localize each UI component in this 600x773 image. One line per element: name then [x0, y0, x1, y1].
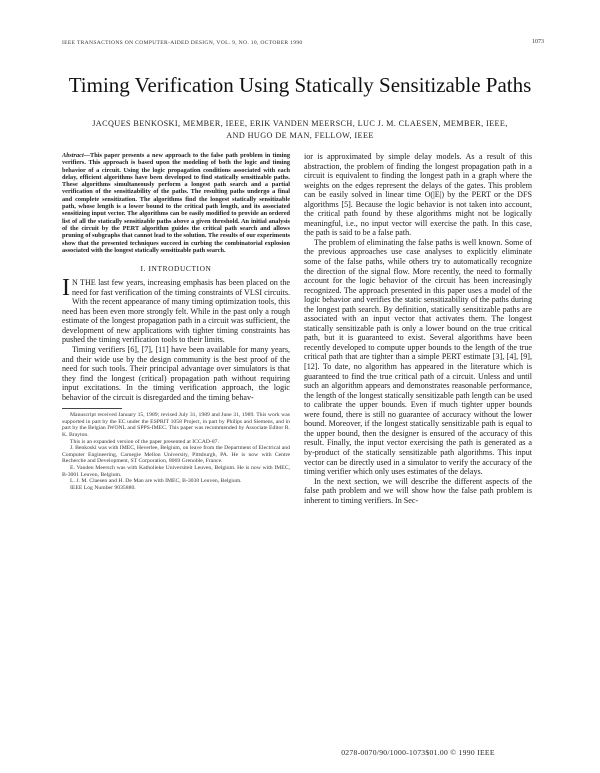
- right-paragraph-3: In the next section, we will describe the different aspects of the false path problem and we will show how the false path problem is inherent to timing verifiers. In Sec-: [304, 476, 532, 505]
- intro-paragraph-1-text: N THE last few years, increasing emphasis has been placed on the need for fast verification of the timing constraints of VLSI circuits. With the recent appearance of many timing optimization tools, this need has been even more strongly felt. While in the past only a rough estimate of the longest propagation path in a circuit was sufficient, the development of new applications with tighter timing constraints has pushed the timing verification tools to their limits.: [62, 278, 290, 345]
- paper-title: Timing Verification Using Statically Sensitizable Paths: [68, 73, 532, 98]
- abstract: [62, 152, 290, 254]
- left-column: [62, 152, 290, 491]
- page-number: 1073: [532, 39, 544, 45]
- intro-paragraph-1: [62, 275, 290, 345]
- footnote-rule: [62, 408, 122, 409]
- abstract-text: —This paper presents a new approach to the false path problem in timing verifiers. This approach is based upon the modeling of both the logic and timing behavior of a circuit. Using the logic propagation conditions associated with each delay, efficient algorithms have been developed to find statically sensitizable paths. These algorithms simultaneously perform a longest path search and a partial verification of the sensitizability of the paths. The resulting paths undergo a final and complete sensitization. The algorithms find the longest statically sensitizable path, whose length is a lower bound to the critical path length, and its associated sensitizing input vector. The algorithms can be easily modified to provide an ordered list of all the statically sensitizable paths above a given threshold. An initial analysis of the circuit by the PERT algorithm guides the critical path search and allows pruning of subgraphs that cannot lead to the solution. The results of our experiments show that the presented techniques succeed in curbing the combinatorial explosion associated with the longest statically sensitizable path search.: [62, 152, 290, 254]
- footnote-benkoski: J. Benkoski was with IMEC, Heverlee, Belgium, on leave from the Department of Electrical and Computer Engineering, Carnegie Mellon University, Pittsburgh, PA. He is now with Centre Recherche and Development, ST Corporation, 8069 Grenoble, France.: [62, 445, 290, 465]
- intro-paragraph-2: Timing verifiers [6], [7], [11] have been available for many years, and their wide use by the design community is the best proof of the need for such tools. Their principal advantage over simulators is that they find the longest (critical) propagation path without requiring input excitations. In the timing verification approach, the logic behavior of the circuit is disregarded and the timing behav-: [62, 344, 290, 402]
- abstract-label: Abstract: [62, 152, 84, 159]
- footnote-vanden-meersch: E. Vanden Meersch was with Katholieke Universiteit Leuven, Belgium. He is now with IMEC, B-3001 Leuven, Belgium.: [62, 465, 290, 478]
- drop-cap: I: [62, 275, 70, 302]
- right-paragraph-1: ior is approximated by simple delay models. As a result of this abstraction, the problem of finding the longest propagation path in a circuit is equivalent to finding the longest path in a graph where the weights on the edges represent the delays of the gates. This problem can be easily solved in linear time O(|E|) by the PERT or the DFS algorithms [5]. Because the logic behavior is not taken into account, the critical path found by these algorithms might not be logically meaningful, i.e., no input vector will exercise the path. In this case, the path is said to be a false path.: [304, 152, 532, 238]
- footnote-manuscript: Manuscript received January 15, 1989; revised July 31, 1989 and June 31, 1989. This work was supported in part by the EC under the ESPRIT 1058 Project, in part by Philips and Siemens, and in part by the Belgian IWONL and SPPS-IMEC. This paper was recommended by Associate Editor R. K. Brayton.: [62, 412, 290, 439]
- section-heading: I. INTRODUCTION: [140, 264, 212, 274]
- footnote-claesen-de-man: L. J. M. Claesen and H. De Man are with IMEC, B-3030 Leuven, Belgium.: [70, 478, 242, 485]
- author-line-1: JACQUES BENKOSKI, MEMBER, IEEE, ERIK VANDEN MEERSCH, LUC J. M. CLAESEN, MEMBER, IEEE,: [92, 119, 508, 128]
- footnote-expanded-version: This is an expanded version of the paper presented at ICCAD-87.: [70, 438, 219, 445]
- footnote-log-number: IEEE Log Number 9035880.: [70, 484, 136, 491]
- right-paragraph-2: The problem of eliminating the false paths is well known. Some of the previous approaches use case analyses to explicitly eliminate some of the false paths, while others try to automatically recognize the direction of the signal flow. More recently, the need to formally account for the logic behavior of the circuit has been increasingly recognized. The approach presented in this paper uses a model of the logic behavior and verifies the static sensitizability of the paths during the longest path search. By definition, statically sensitizable paths are associated with an input vector that activates them. The longest statically sensitizable path is only a lower bound on the true critical path, but it is guaranteed to exist. Several algorithms have been recently developed to compute upper bounds to the length of the true critical path that are tighter than a simple PERT estimate [3], [4], [9], [12]. To date, no algorithm has appeared in the literature which is guaranteed to find the true critical path of a circuit. Unless and until such an algorithm appears and demonstrates reasonable performance, the length of the longest statically sensitizable path length can be used to calibrate the upper bounds. Even if much tighter upper bounds were found, there is still no guarantee of accuracy without the lower bound. Moreover, if the longest statically sensitizable path is equal to the upper bound, then the designer is ensured of the accuracy of this result. Finally, the input vector exercising the path is generated as a by-product of the statically sensitizable path algorithms. This input vector can be directly used in a simulator to verify the accuracy of the timing verifier which only uses estimates of the delays.: [304, 237, 532, 477]
- author-line-2: AND HUGO DE MAN, FELLOW, IEEE: [226, 131, 374, 140]
- right-column: [304, 152, 532, 505]
- footnotes: [62, 412, 290, 491]
- copyright-line: 0278-0070/90/1000-1073$01.00 © 1990 IEEE: [341, 748, 495, 757]
- author-list: [62, 118, 538, 142]
- running-head: IEEE TRANSACTIONS ON COMPUTER-AIDED DESIGN, VOL. 9, NO. 10, OCTOBER 1990: [62, 40, 303, 46]
